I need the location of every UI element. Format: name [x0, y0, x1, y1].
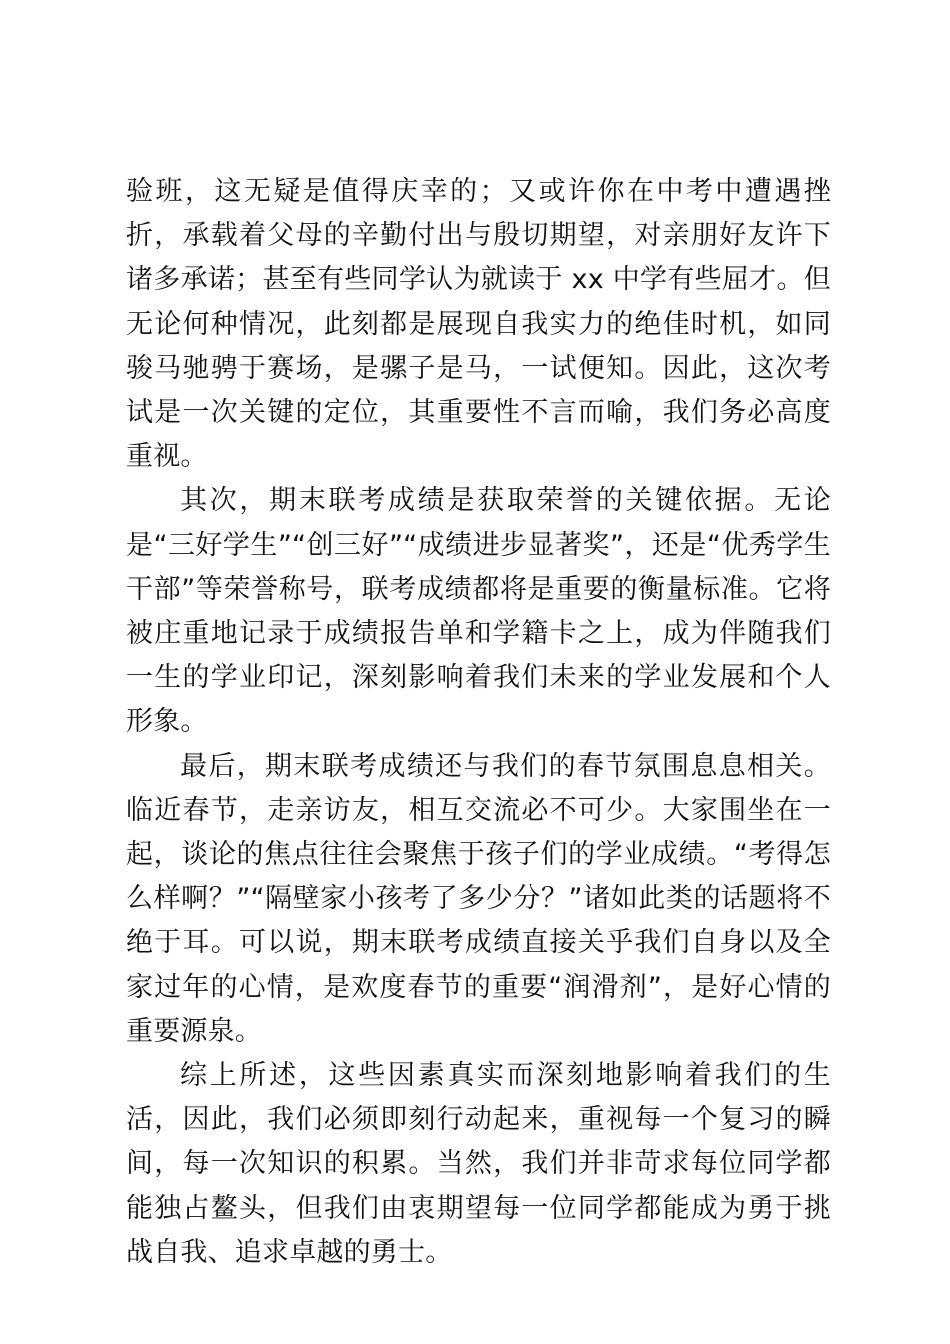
document-body — [126, 170, 831, 1275]
paragraph-spring-festival: 最后，期末联考成绩还与我们的春节氛围息息相关。临近春节，走亲访友，相互交流必不可少。大家围坐在一起，谈论的焦点往往会聚焦于孩子们的学业成绩。“考得怎么样啊？”“隔壁家小孩考了多少分？”诸如此类的话题将不绝于耳。可以说，期末联考成绩直接关乎我们自身以及全家过年的心情，是欢度春节的重要“润滑剂”，是好心情的重要源泉。 — [126, 750, 831, 1047]
paragraph-honors: 其次，期末联考成绩是获取荣誉的关键依据。无论是“三好学生”“创三好”“成绩进步显著奖”，还是“优秀学生干部”等荣誉称号，联考成绩都将是重要的衡量标准。它将被庄重地记录于成绩报告单和学籍卡之上，成为伴随我们一生的学业印记，深刻影响着我们未来的学业发展和个人形象。 — [126, 485, 831, 738]
paragraph-continuation: 验班，这无疑是值得庆幸的；又或许你在中考中遭遇挫折，承载着父母的辛勤付出与殷切期望，对亲朋好友许下诸多承诺；甚至有些同学认为就读于 xx 中学有些屈才。但无论何种情况，此刻都是展现自我实力的绝佳时机，如同骏马驰骋于赛场，是骡子是马，一试便知。因此，这次考试是一次关键的定位，其重要性不言而喻，我们务必高度重视。 — [126, 176, 831, 473]
paragraph-conclusion: 综上所述，这些因素真实而深刻地影响着我们的生活，因此，我们必须即刻行动起来，重视每一个复习的瞬间，每一次知识的积累。当然，我们并非苛求每位同学都能独占鳌头，但我们由衷期望每一位同学都能成为勇于挑战自我、追求卓越的勇士。 — [126, 1060, 831, 1268]
